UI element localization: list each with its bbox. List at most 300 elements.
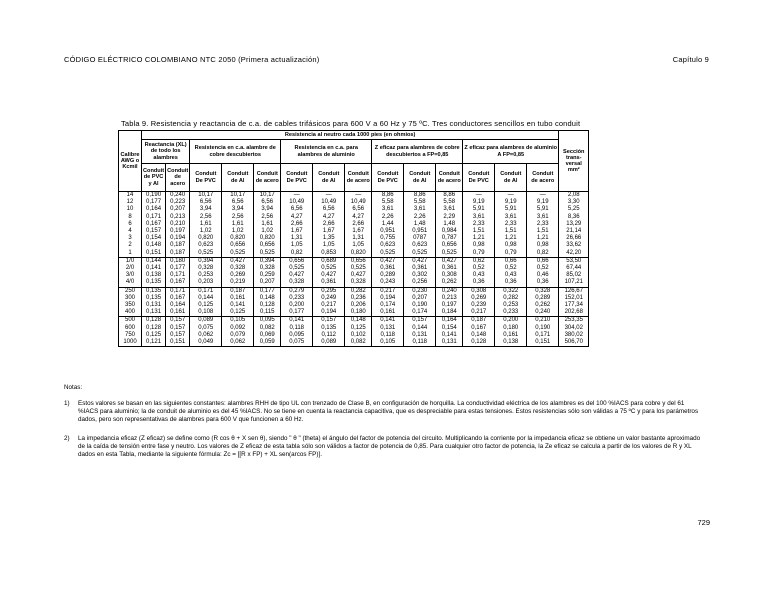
table-cell: 0,161	[166, 309, 190, 317]
table-cell: 0,161	[495, 332, 527, 339]
table-cell: 5,58	[436, 199, 463, 206]
table-cell: 1,05	[313, 242, 345, 249]
table-cell: 2,29	[436, 214, 463, 221]
subheader-steel: Conduit de acero	[254, 164, 281, 192]
table-cell: 1,02	[190, 228, 222, 235]
table-cell: 0,197	[436, 302, 463, 309]
table-row	[119, 192, 589, 200]
header-resistance-top: Resistencia al neutro cada 1000 pies (en ohmios)	[142, 131, 559, 140]
table-cell: 0,98	[495, 242, 527, 249]
subheader-steel: Conduit de acero	[345, 164, 372, 192]
table-cell: 0,102	[345, 332, 372, 339]
table-cell: 8,36	[559, 214, 589, 221]
table-cell: 14	[119, 192, 142, 200]
table-cell: 0,131	[142, 302, 166, 309]
subheader-pvc: Conduit De PVC	[190, 164, 222, 192]
table-cell: 5,91	[463, 206, 495, 213]
table-cell: 0,095	[254, 317, 281, 325]
table-cell: 8,86	[436, 192, 463, 200]
table-cell: 0,253	[190, 272, 222, 279]
table-cell: 0,256	[404, 279, 436, 287]
table-cell: 0,164	[166, 302, 190, 309]
table-cell: 0,187	[222, 287, 254, 295]
table-cell: 0,203	[190, 279, 222, 287]
table-cell: 177,34	[559, 302, 589, 309]
table-cell: 0,148	[345, 317, 372, 325]
table-row	[119, 250, 589, 258]
running-header-title: CÓDIGO ELÉCTRICO COLOMBIANO NTC 2050 (Primera actualización)	[64, 55, 320, 64]
table-cell: 0,089	[190, 317, 222, 325]
table-cell: 0,118	[372, 332, 404, 339]
table-cell: 1,48	[404, 221, 436, 228]
table-row	[119, 242, 589, 249]
table-cell: 350	[119, 302, 142, 309]
table-cell: 0,151	[142, 250, 166, 258]
table-cell: 0,105	[222, 317, 254, 325]
table-cell: 9,19	[463, 199, 495, 206]
table-cell: 0,289	[372, 272, 404, 279]
table-cell: 1,31	[281, 235, 313, 242]
table-row	[119, 214, 589, 221]
table-cell: 0,180	[166, 257, 190, 265]
table-cell: 506,70	[559, 339, 589, 347]
table-cell: 0,525	[372, 250, 404, 258]
table-cell: 0,52	[463, 265, 495, 272]
table-cell: 0,427	[345, 272, 372, 279]
table-cell: 1,67	[281, 228, 313, 235]
table-cell: 0,79	[463, 250, 495, 258]
table-cell: 0,177	[281, 309, 313, 317]
table-cell: 2,56	[190, 214, 222, 221]
table-cell: 0,206	[345, 302, 372, 309]
table-cell: 0,069	[254, 332, 281, 339]
table-row	[119, 272, 589, 279]
table-cell: 3,61	[372, 206, 404, 213]
table-cell: 0,171	[142, 214, 166, 221]
table-cell: 5,58	[404, 199, 436, 206]
header-section: Sección trans-versal mm²	[559, 131, 589, 192]
table-cell: 0,138	[495, 339, 527, 347]
table-cell: 0,197	[166, 228, 190, 235]
table-cell: —	[527, 192, 559, 200]
table-cell: 0,141	[372, 317, 404, 325]
table-cell: 0,66	[495, 257, 527, 265]
table-cell: 0,154	[436, 325, 463, 332]
table-cell: 0,62	[463, 257, 495, 265]
table-cell: 0,525	[436, 250, 463, 258]
table-cell: 1/0	[119, 257, 142, 265]
table-cell: 10,49	[313, 199, 345, 206]
table-cell: 0,295	[313, 287, 345, 295]
table-row	[119, 206, 589, 213]
subheader-pvc: Conduit De PVC	[463, 164, 495, 192]
table-cell: 0,213	[166, 214, 190, 221]
table-cell: 0,239	[463, 302, 495, 309]
table-cell: 0,138	[142, 272, 166, 279]
table-cell: 0,177	[142, 199, 166, 206]
table-cell: 0,141	[222, 302, 254, 309]
table-cell: 0,427	[436, 257, 463, 265]
table-cell: 250	[119, 287, 142, 295]
table-cell: 0,148	[463, 332, 495, 339]
table-cell: 0,217	[463, 309, 495, 317]
table-cell: 1,67	[313, 228, 345, 235]
table-cell: 4/0	[119, 279, 142, 287]
table-cell: 0,161	[222, 295, 254, 302]
table-cell: 2,33	[463, 221, 495, 228]
table-cell: 0,43	[463, 272, 495, 279]
table-cell: 0,52	[495, 265, 527, 272]
table-cell: 0,46	[527, 272, 559, 279]
table-cell: 0,174	[372, 302, 404, 309]
table-cell: 0,525	[404, 250, 436, 258]
table-cell: 0,820	[222, 235, 254, 242]
table-cell: 0,210	[527, 317, 559, 325]
table-cell: 13,29	[559, 221, 589, 228]
table-cell: 1,05	[345, 242, 372, 249]
table-cell: 8	[119, 214, 142, 221]
table-cell: —	[463, 192, 495, 200]
table-cell: 5,58	[372, 199, 404, 206]
table-cell: 253,35	[559, 317, 589, 325]
table-cell: 8,86	[372, 192, 404, 200]
table-cell: 10,17	[222, 192, 254, 200]
table-cell: 0,200	[281, 302, 313, 309]
table-cell: 0,282	[495, 295, 527, 302]
table-body	[119, 192, 589, 347]
table-cell: 0,240	[166, 192, 190, 200]
table-cell: 0,180	[345, 309, 372, 317]
table-cell: 0,141	[436, 332, 463, 339]
table-cell: —	[345, 192, 372, 200]
table-cell: 0,187	[166, 250, 190, 258]
subheader-al: Conduit de Al	[404, 164, 436, 192]
table-cell: 0,240	[527, 309, 559, 317]
table-cell: 202,68	[559, 309, 589, 317]
table-cell: 5,91	[495, 206, 527, 213]
table-cell: 0,233	[495, 309, 527, 317]
table-cell: 0,144	[404, 325, 436, 332]
table-cell: 4,27	[345, 214, 372, 221]
table-cell: 0,125	[345, 325, 372, 332]
table-cell: 0,157	[166, 332, 190, 339]
table-row	[119, 332, 589, 339]
table-cell: 0,43	[495, 272, 527, 279]
table-cell: 21,14	[559, 228, 589, 235]
table-row	[119, 257, 589, 265]
table-cell: 9,19	[495, 199, 527, 206]
table-cell: 0,131	[372, 325, 404, 332]
table-cell: 0,187	[463, 317, 495, 325]
table-cell: 0,328	[345, 279, 372, 287]
table-cell: 0,853	[313, 250, 345, 258]
table-cell: 0,219	[222, 279, 254, 287]
table-cell: 1,67	[345, 228, 372, 235]
table-cell: 1,48	[436, 221, 463, 228]
table-cell: 6,56	[190, 199, 222, 206]
table-cell: 0,157	[142, 228, 166, 235]
table-cell: 0,161	[372, 309, 404, 317]
subheader-al: Conduit de Al	[495, 164, 527, 192]
table-cell: 0,059	[254, 339, 281, 347]
table-cell: 0,128	[142, 325, 166, 332]
table-cell: 0,151	[166, 339, 190, 347]
table-cell: 0,328	[281, 279, 313, 287]
table-cell: 0,171	[527, 332, 559, 339]
table-cell: 0,128	[142, 317, 166, 325]
table-cell: 0,200	[495, 317, 527, 325]
table-cell: 0,194	[372, 295, 404, 302]
table-cell: 10,49	[345, 199, 372, 206]
table-cell: 4	[119, 228, 142, 235]
table-cell: 0,262	[436, 279, 463, 287]
table-cell: 0,184	[436, 309, 463, 317]
table-cell: 0,361	[436, 265, 463, 272]
table-cell: 0,167	[463, 325, 495, 332]
table-cell: 5,91	[527, 206, 559, 213]
table-cell: 0,213	[436, 295, 463, 302]
table-cell: 0,361	[372, 265, 404, 272]
table-cell: 0,118	[404, 339, 436, 347]
table-cell: 5,25	[559, 206, 589, 213]
table-cell: 0,361	[313, 279, 345, 287]
table-cell: 0,171	[166, 287, 190, 295]
table-cell: 4,27	[313, 214, 345, 221]
table-cell: 0,135	[142, 287, 166, 295]
table-cell: 1,35	[313, 235, 345, 242]
table-cell: 0,095	[281, 332, 313, 339]
table-cell: 0,187	[166, 242, 190, 249]
table-cell: 1,61	[254, 221, 281, 228]
table-cell: 0,361	[404, 265, 436, 272]
table-cell: 2,66	[313, 221, 345, 228]
table-cell: 0,128	[463, 339, 495, 347]
header-calibre: Calibre AWG o Kcmil	[119, 131, 142, 192]
table-cell: 0,984	[436, 228, 463, 235]
table-cell: 0,210	[166, 221, 190, 228]
table-cell: 1,05	[281, 242, 313, 249]
table-cell: 3	[119, 235, 142, 242]
table-cell: 0,128	[254, 302, 281, 309]
table-cell: 0,623	[372, 242, 404, 249]
table-cell: 0,131	[436, 339, 463, 347]
table-row	[119, 221, 589, 228]
table-cell: 0,151	[527, 339, 559, 347]
table-cell: 0,820	[345, 250, 372, 258]
table-cell: 0,427	[404, 257, 436, 265]
table-cell: 3,61	[527, 214, 559, 221]
table-cell: 0,656	[281, 257, 313, 265]
table-cell: 0,154	[142, 235, 166, 242]
table-cell: 0,427	[313, 272, 345, 279]
table-cell: 750	[119, 332, 142, 339]
table-cell: 0,118	[281, 325, 313, 332]
table-cell: 0,092	[222, 325, 254, 332]
table-cell: 0,157	[166, 317, 190, 325]
table-cell: 600	[119, 325, 142, 332]
table-cell: 2,66	[281, 221, 313, 228]
table-cell: 0,148	[142, 242, 166, 249]
table-cell: 6,56	[222, 199, 254, 206]
table-cell: 0,240	[436, 287, 463, 295]
table-cell: 0,174	[404, 309, 436, 317]
table-cell: 0,787	[436, 235, 463, 242]
note-1-number: 1)	[64, 400, 70, 407]
table-cell: 126,67	[559, 287, 589, 295]
table-cell: 3,30	[559, 199, 589, 206]
table-cell: 0,148	[254, 295, 281, 302]
table-cell: 0,82	[527, 250, 559, 258]
table-cell: 0,164	[142, 206, 166, 213]
table-cell: 0,075	[281, 339, 313, 347]
table-cell: 0,141	[142, 265, 166, 272]
table-cell: 0,249	[313, 295, 345, 302]
table-cell: 0,177	[166, 265, 190, 272]
table-cell: 1,21	[463, 235, 495, 242]
table-row	[119, 325, 589, 332]
table-cell: 0,131	[404, 332, 436, 339]
table-row	[119, 302, 589, 309]
table-cell: 0,282	[345, 287, 372, 295]
table-cell: 0,525	[222, 250, 254, 258]
table-cell: 3,61	[404, 206, 436, 213]
table-row	[119, 317, 589, 325]
table-cell: 1,51	[527, 228, 559, 235]
table-cell: 300	[119, 295, 142, 302]
header-reactance: Reactancia (XL) de todo los alambres	[142, 140, 190, 164]
table-cell: 0,167	[166, 279, 190, 287]
table-cell: 0,236	[345, 295, 372, 302]
table-cell: 0,125	[190, 302, 222, 309]
table-cell: 67,44	[559, 265, 589, 272]
table-cell: 42,20	[559, 250, 589, 258]
table-cell: 0,157	[313, 317, 345, 325]
running-header-chapter: Capítulo 9	[672, 55, 709, 64]
table-cell: 0,082	[254, 325, 281, 332]
table-cell: 1,31	[345, 235, 372, 242]
table-cell: 85,02	[559, 272, 589, 279]
note-2-text: La impedancia eficaz (Z eficaz) se define como (R cos θ + X sen θ), siendo " θ " (theta) el ángulo del factor de potencia del circuito. Multiplicando la corriente por la impedancia eficaz se obtiene un valor bastante aproximado de la caída de tensión entre fase y neutro. Los valores de Z eficaz de esta tabla sólo son válidos a factor de potencia de 0,85. Para cualquier otro factor de potencia, la Ze eficaz se calcula a partir de los valores de R y XL dados en esta Tabla, mediante la siguiente fórmula: Zc = [[R x FP) + XL sen(arcos FP)].	[78, 435, 701, 458]
table-cell: 0,98	[527, 242, 559, 249]
table-cell: 0,98	[463, 242, 495, 249]
table-cell: 33,62	[559, 242, 589, 249]
table-cell: 2,26	[404, 214, 436, 221]
table-cell: 0,105	[372, 339, 404, 347]
table-cell: 0,253	[495, 302, 527, 309]
subheader-pvc-al: Conduit de PVC y Al	[142, 164, 166, 192]
table-cell: 500	[119, 317, 142, 325]
table-cell: 0,279	[281, 287, 313, 295]
table-row	[119, 199, 589, 206]
subheader-pvc: Conduit De PVC	[281, 164, 313, 192]
table-cell: 0,328	[222, 265, 254, 272]
table-cell: 2	[119, 242, 142, 249]
table-cell: 3,94	[190, 206, 222, 213]
table-cell: 0,125	[142, 332, 166, 339]
table-cell: 3/0	[119, 272, 142, 279]
table-cell: 1,61	[190, 221, 222, 228]
table-cell: 3,94	[222, 206, 254, 213]
table-cell: 0,322	[495, 287, 527, 295]
table-cell: 0,328	[190, 265, 222, 272]
table-cell: 4,27	[281, 214, 313, 221]
table-cell: 1,61	[222, 221, 254, 228]
table-cell: 0,190	[404, 302, 436, 309]
table-cell: 0,079	[222, 332, 254, 339]
table-cell: 0,820	[190, 235, 222, 242]
table-cell: 0,262	[527, 302, 559, 309]
table-cell: 1,02	[222, 228, 254, 235]
table-cell: 0,302	[404, 272, 436, 279]
table-row	[119, 295, 589, 302]
table-cell: 12	[119, 199, 142, 206]
table-cell: 0,190	[527, 325, 559, 332]
table-cell: 6,56	[254, 199, 281, 206]
table-cell: 0,207	[254, 279, 281, 287]
table-row	[119, 279, 589, 287]
table-cell: 8,86	[404, 192, 436, 200]
table-row	[119, 228, 589, 235]
table-cell: 0,525	[254, 250, 281, 258]
table-cell: 0,135	[313, 325, 345, 332]
table-cell: 53,50	[559, 257, 589, 265]
table-cell: 0,223	[166, 199, 190, 206]
table-cell: —	[281, 192, 313, 200]
table-cell: 0,075	[190, 325, 222, 332]
table-cell: 0,525	[313, 265, 345, 272]
subheader-al: Conduit de Al	[313, 164, 345, 192]
table-cell: 0,167	[142, 221, 166, 228]
table-cell: 10	[119, 206, 142, 213]
table-cell: 0,144	[190, 295, 222, 302]
table-cell: 0,217	[372, 287, 404, 295]
table-cell: 1,02	[254, 228, 281, 235]
table-cell: 2,08	[559, 192, 589, 200]
table-cell: 0,049	[190, 339, 222, 347]
table-cell: 0,144	[142, 257, 166, 265]
table-cell: 152,01	[559, 295, 589, 302]
subheader-steel: Conduit de acero	[527, 164, 559, 192]
table-cell: 6,56	[345, 206, 372, 213]
subheader-al: Conduit de Al	[222, 164, 254, 192]
table-cell: 6,56	[313, 206, 345, 213]
table-cell: 0,171	[190, 287, 222, 295]
table-cell: 0,308	[436, 272, 463, 279]
table-cell: 0,089	[313, 339, 345, 347]
table-cell: 0,062	[190, 332, 222, 339]
table-cell: 0,269	[463, 295, 495, 302]
table-cell: 9,19	[527, 199, 559, 206]
table-cell: 2,26	[372, 214, 404, 221]
table-cell: 304,02	[559, 325, 589, 332]
table-cell: 0,289	[527, 295, 559, 302]
table-cell: 0,656	[254, 242, 281, 249]
table-cell: 0,164	[436, 317, 463, 325]
table-cell: 3,61	[436, 206, 463, 213]
note-2-number: 2)	[64, 435, 70, 442]
table-cell: 0,135	[142, 295, 166, 302]
table-cell: 0,194	[313, 309, 345, 317]
table-row	[119, 287, 589, 295]
notes-title: Notas:	[64, 384, 83, 391]
table-cell: 0,79	[495, 250, 527, 258]
table-cell: 3,61	[495, 214, 527, 221]
table-cell: 2,56	[222, 214, 254, 221]
table-cell: 0,525	[345, 265, 372, 272]
table-cell: 0,190	[142, 192, 166, 200]
table-caption: Tabla 9. Resistencia y reactancia de c.a. de cables trifásicos para 600 V a 60 Hz y 75 ºC. Tres conductores sencillos en tubo conduit	[121, 119, 581, 128]
table-cell: 0,656	[222, 242, 254, 249]
